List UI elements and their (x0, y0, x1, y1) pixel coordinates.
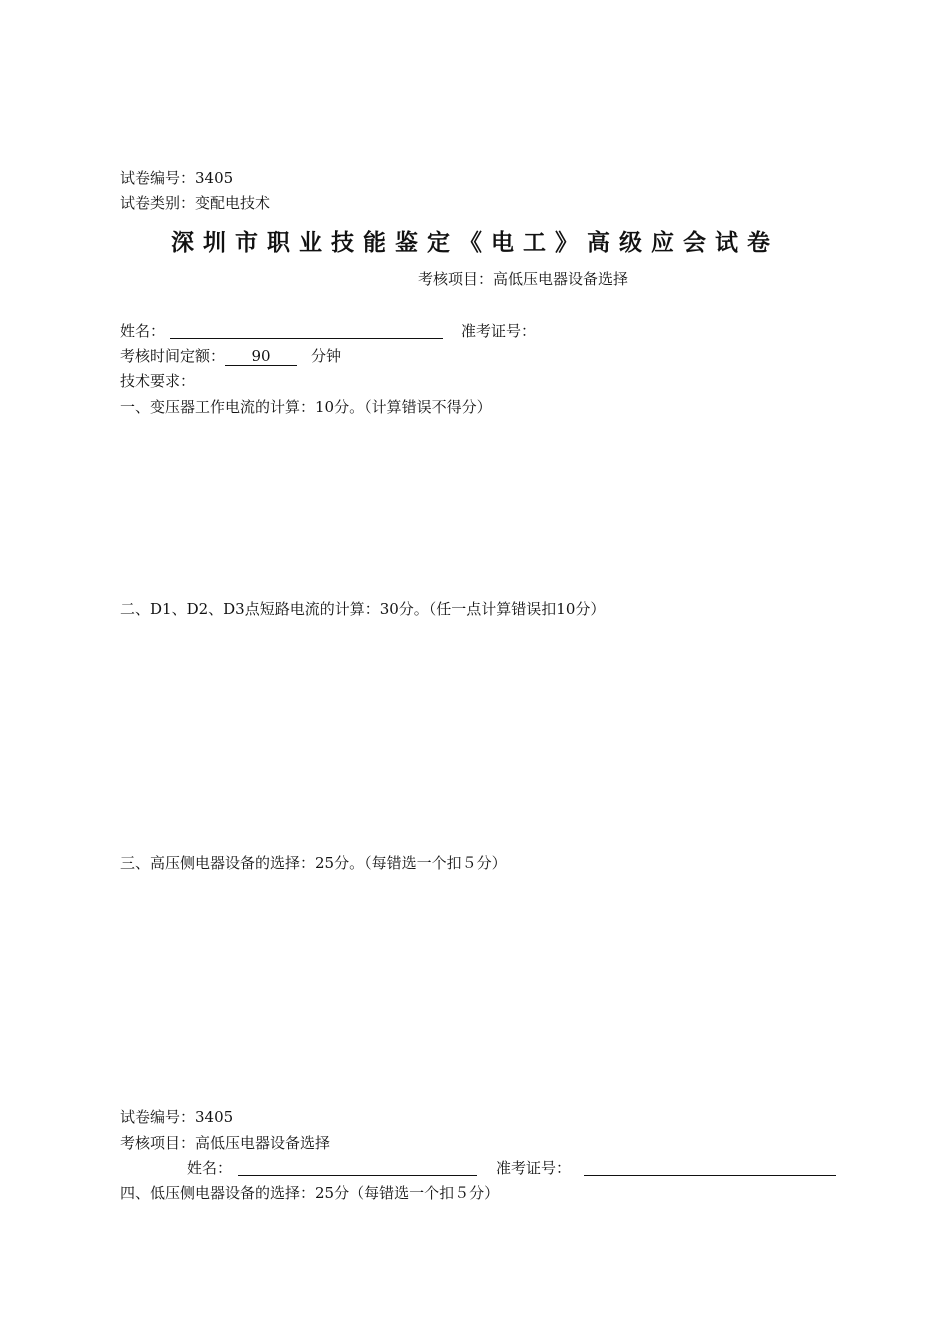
subtitle-label: 考核项目： (418, 270, 494, 288)
page2-project-label: 考核项目： (120, 1134, 196, 1152)
name-row (120, 321, 165, 341)
tech-requirements-label: 技术要求： (120, 372, 196, 390)
paper-number-value: 3405 (195, 169, 234, 187)
subtitle-row (418, 269, 628, 289)
page-title: 深圳市职业技能鉴定《电工》高级应会试卷 (171, 230, 779, 256)
page2-project-value: 高低压电器设备选择 (195, 1134, 331, 1152)
name-label: 姓名： (120, 322, 166, 340)
page2-ticket-field[interactable] (584, 1159, 836, 1176)
page2-paper-number-value: 3405 (195, 1108, 234, 1126)
paper-number-row (120, 168, 233, 188)
question-1: 一、变压器工作电流的计算：10分。（计算错误不得分） (120, 398, 492, 416)
name-field[interactable] (170, 322, 443, 339)
page2-name-field[interactable] (238, 1159, 477, 1176)
page2-project-row (120, 1133, 330, 1153)
page2-paper-number-row (120, 1107, 233, 1127)
paper-category-value: 变配电技术 (195, 194, 271, 212)
page2-ticket-label: 准考证号： (496, 1159, 572, 1177)
time-label: 考核时间定额： (120, 347, 226, 365)
subtitle-value: 高低压电器设备选择 (493, 270, 629, 288)
question-3: 三、高压侧电器设备的选择：25分。（每错选一个扣５分） (120, 854, 507, 872)
time-unit: 分钟 (311, 347, 342, 365)
time-value: 90 (225, 347, 297, 366)
paper-category-label: 试卷类别： (120, 194, 196, 212)
time-row (120, 346, 341, 366)
paper-number-label: 试卷编号： (120, 169, 196, 187)
page2-paper-number-label: 试卷编号： (120, 1108, 196, 1126)
question-4: 四、低压侧电器设备的选择：25分（每错选一个扣５分） (120, 1184, 500, 1202)
page2-name-label: 姓名： (187, 1159, 233, 1177)
ticket-label: 准考证号： (461, 322, 537, 340)
paper-category-row (120, 193, 270, 213)
question-2: 二、D1、D2、D3点短路电流的计算：30分。（任一点计算错误扣10分） (120, 600, 606, 618)
ticket-row (461, 321, 536, 341)
